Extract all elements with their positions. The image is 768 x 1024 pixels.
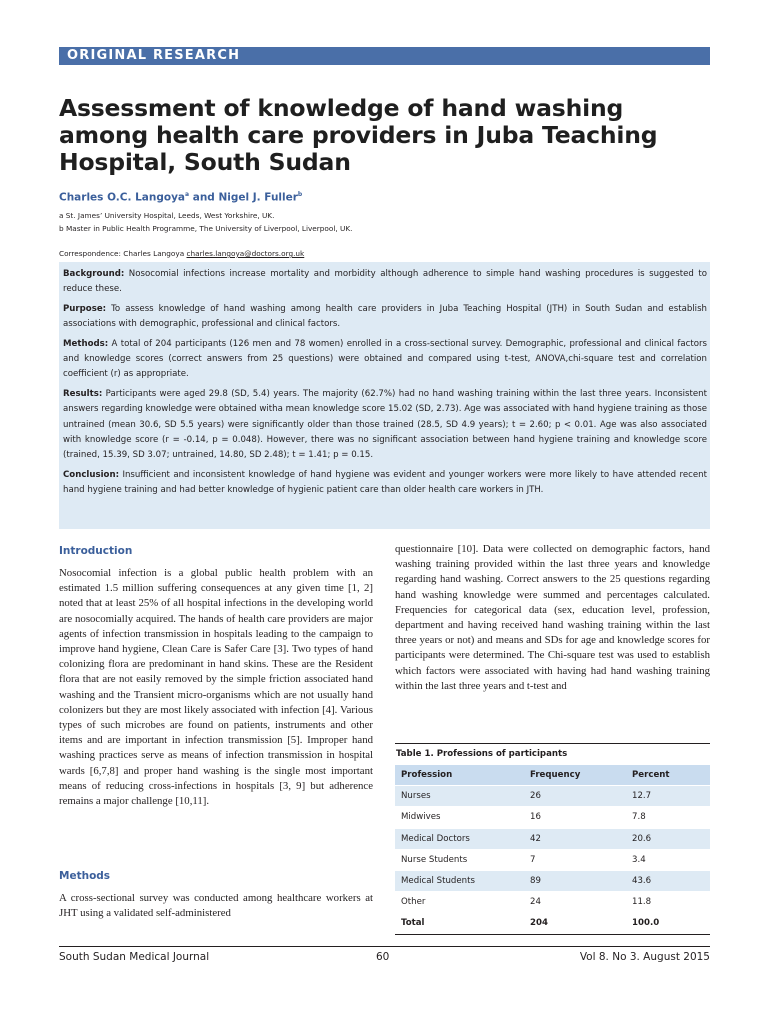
table-cell: 204 <box>524 913 626 934</box>
abstract-text: Insufficient and inconsistent knowledge of hand hygiene was evident and younger workers were more likely to have attended recent hand hygiene training and had better knowledge of hygienic patient care than older health care workers in JTH. <box>63 469 707 496</box>
title-line: among health care providers in Juba Teaching <box>59 121 658 149</box>
table-row <box>395 870 710 891</box>
table-header-row <box>395 765 710 786</box>
author-name: Nigel J. Fuller <box>218 191 298 204</box>
table-cell: 42 <box>524 828 626 849</box>
affiliation: a St. James’ University Hospital, Leeds, West Yorkshire, UK. <box>59 211 275 220</box>
section-banner: ORIGINAL RESEARCH <box>59 47 710 65</box>
abstract-box <box>59 262 710 529</box>
professions-table <box>395 765 710 935</box>
table-cell: 24 <box>524 892 626 913</box>
abstract-background <box>63 267 707 298</box>
table-cell: Nurse Students <box>395 849 524 870</box>
table-header-cell: Frequency <box>524 765 626 786</box>
author-name: Charles O.C. Langoya <box>59 191 186 204</box>
abstract-methods <box>63 337 707 383</box>
abstract-label: Conclusion: <box>63 469 120 480</box>
table-cell: Total <box>395 913 524 934</box>
article-title <box>59 95 709 176</box>
affiliation: b Master in Public Health Programme, The University of Liverpool, Liverpool, UK. <box>59 224 353 233</box>
footer-journal: South Sudan Medical Journal <box>59 951 210 963</box>
abstract-text: Nosocomial infections increase mortality and morbidity although adherence to simple hand washing procedures is suggested to reduce these. <box>63 269 707 295</box>
correspondence <box>59 249 304 258</box>
table-row <box>395 807 710 828</box>
correspondence-label: Correspondence: Charles Langoya <box>59 249 187 258</box>
table-cell: Other <box>395 892 524 913</box>
introduction-paragraph: Nosocomial infection is a global public health problem with an estimated 1.5 million suffering consequences at any given time [1, 2] noted that at least 25% of all hospital infections in the developing world are nosocomially acquired. The hands of health care providers are major agents of infection transmission in hospitals leading to the campaign to improve hand hygiene, Clean Care is Safer Care [3]. Two types of hand colonizing flora are predominant in hand skins. These are the Resident flora that are not easily removed by the simple friction associated hand washing and the Transient micro-organisms which are not usually hand colonizers but they are most likely associated with infection [4]. Various types of such microbes are found on patients, instruments and other items and are important in infection transmission [5]. Improper hand washing practices serve as means of infection transmission in hospital wards [6,7,8] and proper hand washing is the single most important means of reducing cross-infections in hospitals [3, 9] but adherence remains a major challenge [10,11]. <box>59 567 373 808</box>
footer-volume: Vol 8. No 3. August 2015 <box>579 951 710 963</box>
table-row <box>395 892 710 913</box>
abstract-text: To assess knowledge of hand washing among health care providers in Juba Teaching Hospital (JTH) in South Sudan and establish associations with demographic, professional and clinical factors. <box>63 303 707 330</box>
table-row <box>395 849 710 870</box>
table-cell: Medical Doctors <box>395 828 524 849</box>
table-total-row <box>395 913 710 934</box>
table-cell: 43.6 <box>626 870 710 891</box>
right-column-body <box>395 542 710 694</box>
table-caption: Table 1. Professions of participants <box>396 749 568 759</box>
table-cell: 3.4 <box>626 849 710 870</box>
correspondence-email-link[interactable]: charles.langoya@doctors.org.uk <box>186 249 305 258</box>
introduction-body <box>59 566 373 809</box>
abstract-label: Background: <box>63 269 125 279</box>
abstract-text: A total of 204 participants (126 men and 78 women) enrolled in a cross-sectional survey. Demographic, professional and clinical factors and knowledge scores (correct answers from 25 questions) were obtained and compared using t-test, ANOVA,chi-square test and correlation coefficient (r) as appropriate. <box>63 338 707 380</box>
table-cell: Medical Students <box>395 870 524 891</box>
abstract-label: Purpose: <box>63 303 107 314</box>
table-row <box>395 786 710 807</box>
affiliation-marker: b <box>297 191 303 198</box>
author-list <box>59 191 302 204</box>
table-header-cell: Percent <box>626 765 710 786</box>
footer-page-number: 60 <box>376 951 390 963</box>
table-cell: 89 <box>524 870 626 891</box>
table-cell: Nurses <box>395 786 524 807</box>
abstract-purpose <box>63 302 707 333</box>
table-header-cell: Profession <box>395 765 524 786</box>
table-cell: 11.8 <box>626 892 710 913</box>
title-line: Assessment of knowledge of hand washing <box>59 94 624 122</box>
abstract-text: Participants were aged 29.8 (SD, 5.4) years. The majority (62.7%) had no hand washing training within the last three years. Inconsistent answers regarding knowledge were obtained witha mean knowledge score 15.02 (SD, 2.73). Age was associated with hand hygiene training as those untrained (mean 30.6, SD 5.5 years) were significantly older than those trained (28.5, SD 4.9 years); t = 2.60; p < 0.01. Age was also associated with knowledge score (r = -0.14, p = 0.048). However, there was no significant association between hand hygiene training and knowledge score (trained, 15.39, SD 3.07; untrained, 14.80, SD 2.48); t = 1.41; p = 0.15. <box>63 388 707 461</box>
introduction-heading: Introduction <box>59 545 133 557</box>
title-line: Hospital, South Sudan <box>59 148 351 176</box>
footer-divider <box>59 946 710 947</box>
abstract-results <box>63 387 707 464</box>
table-row <box>395 828 710 849</box>
abstract-label: Methods: <box>63 338 109 349</box>
affiliation-marker: a <box>185 191 190 198</box>
table-cell: 16 <box>524 807 626 828</box>
table-cell: 12.7 <box>626 786 710 807</box>
table-cell: 20.6 <box>626 828 710 849</box>
table-cell: 7.8 <box>626 807 710 828</box>
abstract-conclusion <box>63 468 707 499</box>
methods-paragraph: A cross-sectional survey was conducted among healthcare workers at JHT using a validated self-administered <box>59 892 373 920</box>
right-column-paragraph: questionnaire [10]. Data were collected on demographic factors, hand washing training provided within the last three years and knowledge regarding hand washing. Correct answers to the 25 questions regarding hand washing knowledge were summed and percentages calculated. Frequencies for categorical data (sex, education level, profession, department and having received hand washing training within the last three years or not) and means and SDs for age and knowledge scores for participants were determined. The Chi-square test was used to establish which factors were associated with having had hand washing training within the last three years and t-test and <box>395 543 710 692</box>
table-cell: 100.0 <box>626 913 710 934</box>
abstract-label: Results: <box>63 388 103 399</box>
table-cell: 7 <box>524 849 626 870</box>
table-cell: 26 <box>524 786 626 807</box>
methods-heading: Methods <box>59 870 111 882</box>
table-cell: Midwives <box>395 807 524 828</box>
methods-body <box>59 891 373 921</box>
author-conjunction: and <box>189 191 219 204</box>
